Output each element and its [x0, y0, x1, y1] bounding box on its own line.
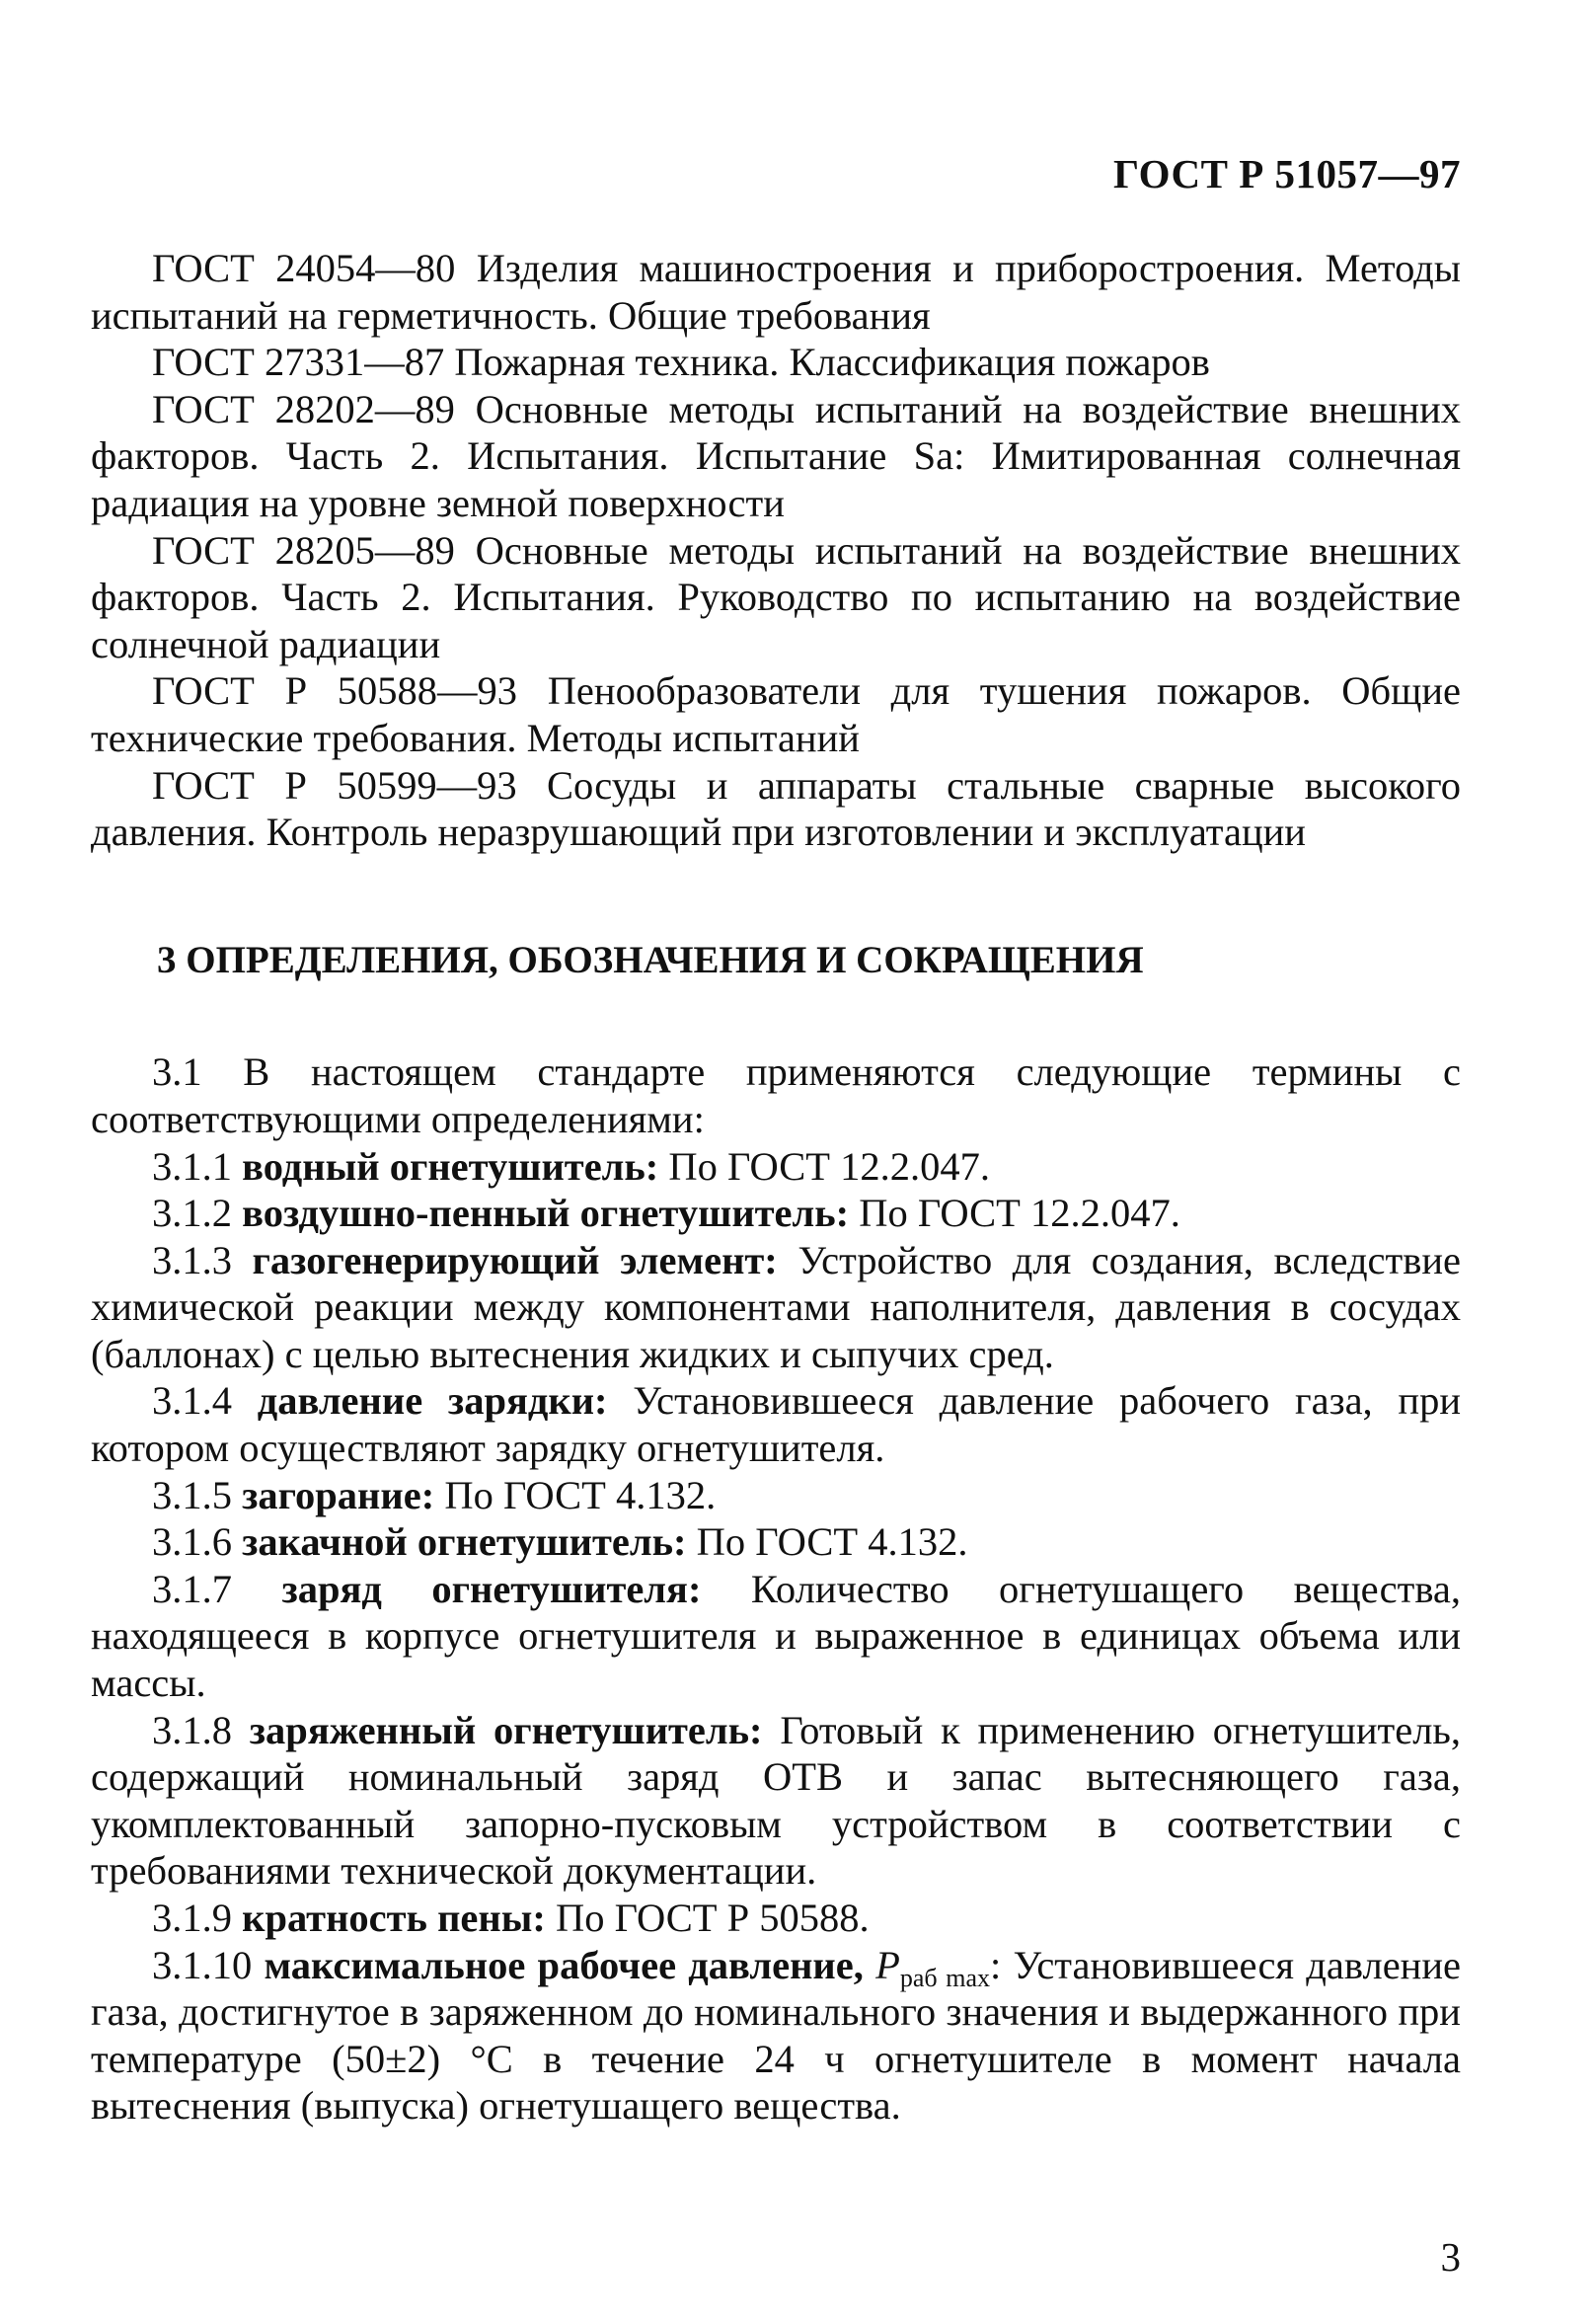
term-definition: По ГОСТ 12.2.047.: [859, 1191, 1180, 1236]
reference-item: [91, 762, 1461, 856]
term-name: кратность пены:: [242, 1896, 546, 1940]
term-item: [91, 1237, 1461, 1378]
reference-code: ГОСТ Р 50599—93: [152, 762, 517, 808]
references-list: [91, 245, 1461, 856]
reference-title: Сосуды и аппараты стальные сварные высокого давления. Контроль неразрушающий при изготовлении и эксплуатации: [91, 762, 1461, 855]
reference-code: ГОСТ 24054—80: [152, 246, 456, 290]
reference-item: [91, 386, 1461, 527]
term-colon: :: [990, 1942, 1002, 1987]
term-name: газогенерирующий элемент:: [252, 1237, 778, 1282]
term-definition: По ГОСТ 12.2.047.: [668, 1143, 990, 1189]
reference-title: Пенообразователи для тушения пожаров. Общие технические требования. Методы испытаний: [91, 668, 1461, 760]
term-symbol-subscript: раб max: [899, 1963, 990, 1992]
reference-item: [91, 245, 1461, 339]
term-item: [91, 1377, 1461, 1471]
term-symbol: P: [875, 1942, 900, 1987]
term-name: загорание:: [242, 1472, 435, 1517]
term-definition: По ГОСТ Р 50588.: [555, 1896, 870, 1940]
section-title: 3 ОПРЕДЕЛЕНИЯ, ОБОЗНАЧЕНИЯ И СОКРАЩЕНИЯ: [157, 938, 1144, 981]
reference-code: ГОСТ 28202—89: [152, 386, 455, 431]
reference-item: [91, 527, 1461, 668]
reference-title: Пожарная техника. Классификация пожаров: [454, 340, 1210, 385]
document-header: ГОСТ Р 51057—97: [1113, 151, 1461, 196]
term-number: 3.1.2: [152, 1191, 232, 1236]
reference-title: Основные методы испытаний на воздействие внешних факторов. Часть 2. Испытания. Испытание Sa: Имитированная солнечная радиация на уровне земной поверхности: [91, 386, 1462, 525]
term-item: [91, 1518, 1461, 1566]
term-number: 3.1.5: [152, 1472, 232, 1517]
term-definition: Установившееся давление газа, достигнутое в заряженном до номинального значения и выдержанного при температуре (50±2) °С в течение 24 ч огнетушителе в момент начала вытеснения (выпуска) огнетушащего вещества.: [91, 1942, 1461, 2129]
term-definition: Устройство для создания, вследствие химической реакции между компонентами наполнителя, давления в сосудах (баллонах) с целью вытеснения жидких и сыпучих сред.: [91, 1237, 1462, 1376]
reference-item: [91, 667, 1461, 761]
term-item: [91, 1566, 1461, 1707]
term-definition: По ГОСТ 4.132.: [444, 1472, 717, 1517]
term-number: 3.1.7: [152, 1566, 232, 1611]
terms-list: [91, 1143, 1461, 2130]
term-item: [91, 1707, 1461, 1895]
reference-code: ГОСТ 27331—87: [152, 340, 445, 385]
term-name: воздушно-пенный огнетушитель:: [242, 1191, 850, 1236]
term-number: 3.1.8: [152, 1707, 232, 1752]
term-name: водный огнетушитель:: [242, 1143, 659, 1189]
term-number: 3.1.1: [152, 1143, 232, 1189]
term-item: [91, 1472, 1461, 1519]
page-number: 3: [1440, 2234, 1461, 2280]
term-item: [91, 1190, 1461, 1237]
term-definition: Количество огнетушащего вещества, находящееся в корпусе огнетушителя и выраженное в единицах объема или массы.: [91, 1566, 1462, 1706]
section-intro: 3.1 В настоящем стандарте применяются следующие термины с соответствующими определениями:: [91, 1049, 1461, 1141]
term-definition: Готовый к применению огнетушитель, содержащий номинальный заряд ОТВ и запас вытесняющего газа, укомплектованный запорно-пусковым устройством в соответствии с требованиями технической документации.: [91, 1707, 1462, 1894]
term-item: [91, 1143, 1461, 1191]
term-number: 3.1.6: [152, 1519, 232, 1565]
term-name: закачной огнетушитель:: [242, 1519, 687, 1565]
term-name: максимальное рабочее давление,: [264, 1942, 864, 1987]
term-definition: По ГОСТ 4.132.: [696, 1519, 968, 1565]
term-number: 3.1.9: [152, 1896, 232, 1940]
term-number: 3.1.4: [152, 1378, 232, 1424]
reference-title: Основные методы испытаний на воздействие внешних факторов. Часть 2. Испытания. Руководство по испытанию на воздействие солнечной радиации: [91, 527, 1462, 666]
term-item: [91, 1895, 1461, 1942]
document-body: [91, 245, 1461, 2130]
term-number: 3.1.10: [152, 1942, 253, 1987]
term-name: давление зарядки:: [257, 1378, 608, 1424]
reference-code: ГОСТ 28205—89: [152, 527, 455, 573]
term-item: [91, 1942, 1461, 2130]
term-number: 3.1.3: [152, 1237, 232, 1282]
term-name: заряд огнетушителя:: [281, 1566, 702, 1611]
reference-item: [91, 339, 1461, 386]
reference-title: Изделия машиностроения и приборостроения. Методы испытаний на герметичность. Общие требования: [91, 246, 1461, 338]
term-definition: Установившееся давление рабочего газа, при котором осуществляют зарядку огнетушителя.: [91, 1378, 1462, 1471]
reference-code: ГОСТ Р 50588—93: [152, 668, 518, 714]
term-name: заряженный огнетушитель:: [249, 1707, 763, 1752]
document-page: [91, 0, 1461, 2324]
